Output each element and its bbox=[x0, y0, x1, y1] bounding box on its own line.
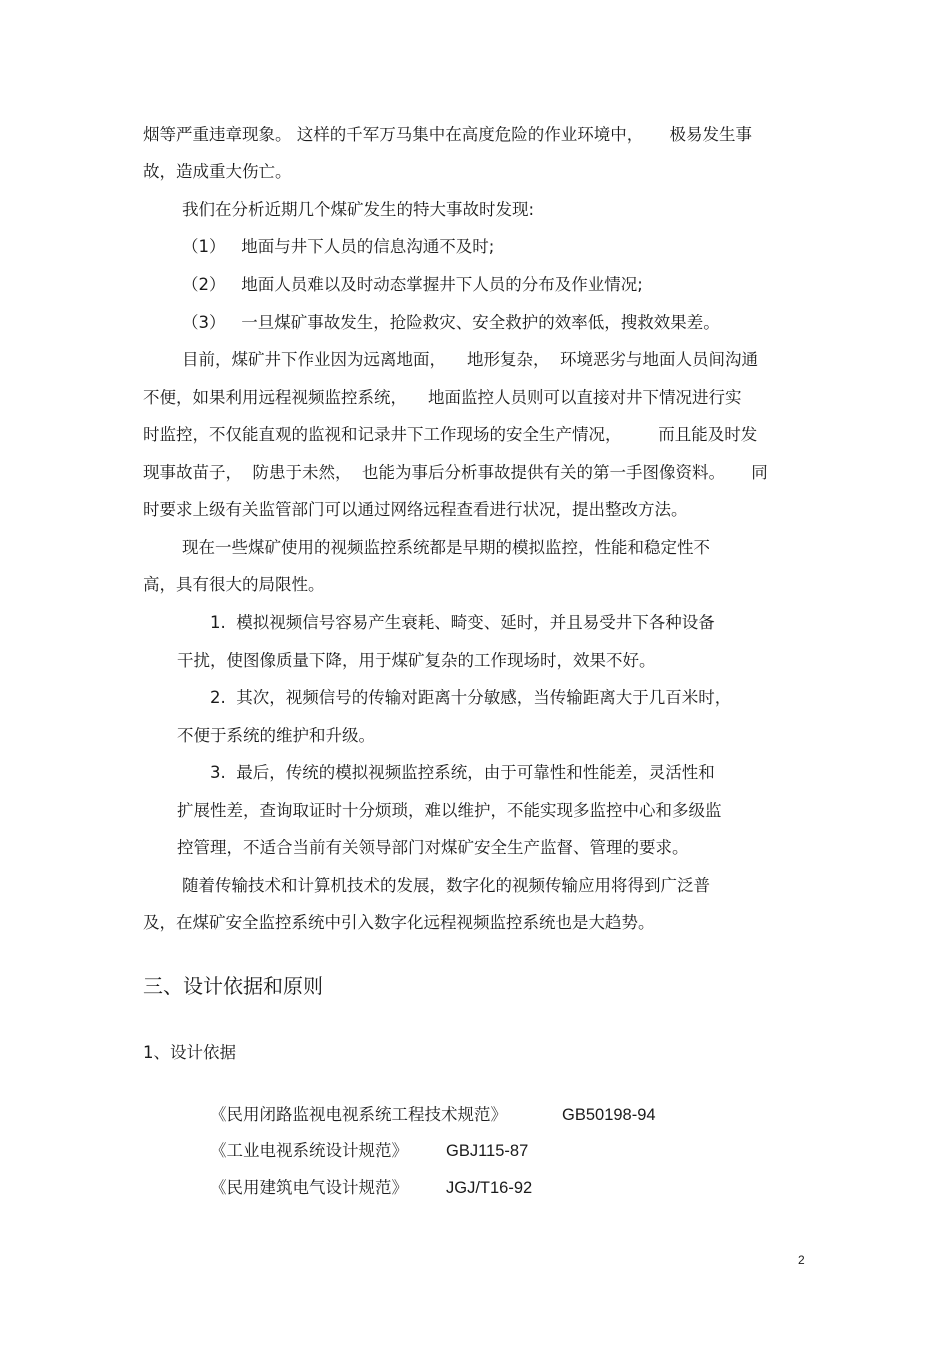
para1-line1: 烟等严重违章现象。 这样的千军万马集中在高度危险的作业环境中， 极易发生事 bbox=[143, 125, 752, 144]
para3-line4: 现事故苗子， 防患于未然， 也能为事后分析事故提供有关的第一手图像资料。 同 bbox=[143, 463, 768, 482]
limit-item-3-line1: 3. 最后，传统的模拟视频监控系统，由于可靠性和性能差，灵活性和 bbox=[210, 763, 715, 782]
finding-item-2: （2） 地面人员难以及时动态掌握井下人员的分布及作业情况; bbox=[182, 275, 643, 294]
para3-line5: 时要求上级有关监管部门可以通过网络远程查看进行状况，提出整改方法。 bbox=[143, 500, 688, 519]
para1-line2: 故，造成重大伤亡。 bbox=[143, 162, 292, 181]
standard-2-code: GBJ115-87 bbox=[446, 1142, 529, 1160]
standard-3-name: 《民用建筑电气设计规范》 bbox=[210, 1178, 408, 1197]
limit-item-2-line2: 不便于系统的维护和升级。 bbox=[177, 726, 375, 745]
limit-item-1-line1: 1. 模拟视频信号容易产生衰耗、畸变、延时，并且易受井下各种设备 bbox=[210, 613, 715, 632]
para2-line1: 我们在分析近期几个煤矿发生的特大事故时发现: bbox=[182, 200, 535, 219]
finding-item-3: （3） 一旦煤矿事故发生，抢险救灾、安全救护的效率低，搜救效果差。 bbox=[182, 313, 720, 332]
para4-line1: 现在一些煤矿使用的视频监控系统都是早期的模拟监控，性能和稳定性不 bbox=[182, 538, 710, 557]
para3-line2: 不便，如果利用远程视频监控系统， 地面监控人员则可以直接对井下情况进行实 bbox=[143, 388, 742, 407]
standard-1-code: GB50198-94 bbox=[562, 1106, 656, 1124]
limit-item-3-line2: 扩展性差，查询取证时十分烦琐，难以维护，不能实现多监控中心和多级监 bbox=[177, 801, 722, 820]
para5-line1: 随着传输技术和计算机技术的发展，数字化的视频传输应用将得到广泛普 bbox=[182, 876, 710, 895]
finding-item-1: （1） 地面与井下人员的信息沟通不及时; bbox=[182, 237, 495, 256]
para4-line2: 高，具有很大的局限性。 bbox=[143, 575, 325, 594]
para3-line1: 目前，煤矿井下作业因为远离地面， 地形复杂， 环境恶劣与地面人员间沟通 bbox=[182, 350, 758, 369]
page-number: 2 bbox=[798, 1253, 805, 1267]
section-3-heading: 三、设计依据和原则 bbox=[143, 974, 323, 998]
para3-line3: 时监控，不仅能直观的监视和记录井下工作现场的安全生产情况， 而且能及时发 bbox=[143, 425, 758, 444]
standard-2-name: 《工业电视系统设计规范》 bbox=[210, 1141, 408, 1160]
subsection-1-heading: 1、设计依据 bbox=[143, 1043, 236, 1062]
limit-item-1-line2: 干扰，使图像质量下降，用于煤矿复杂的工作现场时，效果不好。 bbox=[177, 651, 656, 670]
standard-1-name: 《民用闭路监视电视系统工程技术规范》 bbox=[210, 1105, 507, 1124]
para5-line2: 及，在煤矿安全监控系统中引入数字化远程视频监控系统也是大趋势。 bbox=[143, 913, 655, 932]
limit-item-3-line3: 控管理，不适合当前有关领导部门对煤矿安全生产监督、管理的要求。 bbox=[177, 838, 689, 857]
limit-item-2-line1: 2. 其次，视频信号的传输对距离十分敏感，当传输距离大于几百米时， bbox=[210, 688, 732, 707]
standard-3-code: JGJ/T16-92 bbox=[446, 1179, 533, 1197]
